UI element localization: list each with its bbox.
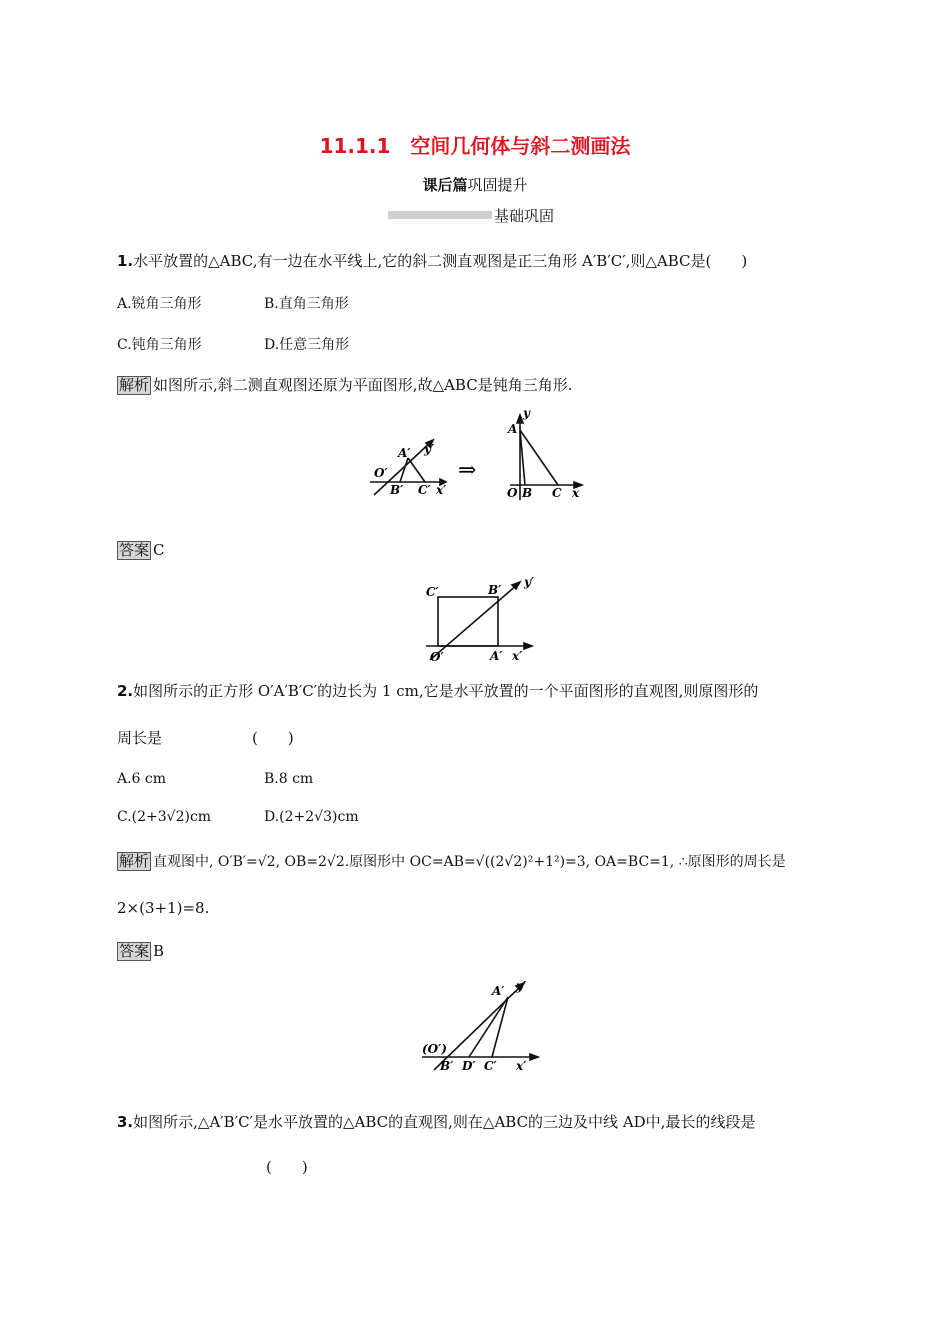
question-3-text2: ( ): [266, 1158, 308, 1176]
fig1-label-B-orig: B: [522, 486, 533, 500]
subtitle-rest: 巩固提升: [467, 176, 528, 194]
fig3-label-B: B′: [440, 1059, 454, 1073]
question-1-text: 水平放置的△ABC,有一边在水平线上,它的斜二测直观图是正三角形 A′B′C′,则△ABC是( ): [133, 252, 748, 270]
fig2-label-y: y′: [524, 575, 535, 589]
section-label: 基础巩固: [494, 207, 555, 225]
fig3-label-O: (O′): [422, 1042, 447, 1056]
fig3-label-y: y′: [516, 979, 527, 993]
fig2-label-A: A′: [490, 649, 503, 663]
figure-1: [360, 405, 600, 505]
analysis-tag: 解析: [119, 376, 150, 394]
subtitle-bold: 课后篇: [422, 176, 468, 194]
fig1-label-y-axis: y: [523, 406, 530, 420]
fig2-label-B: B′: [488, 583, 502, 597]
analysis-tag: 解析: [119, 852, 150, 870]
question-2-number: 2.: [117, 682, 134, 700]
fig3-label-D: D′: [462, 1059, 476, 1073]
answer-tag: 答案: [119, 942, 150, 960]
fig1-label-A-orig: A: [508, 422, 518, 436]
section-bar: [388, 211, 492, 219]
fig3-label-A: A′: [492, 984, 505, 998]
fig1-label-B: B′: [390, 483, 404, 497]
fig2-label-x: x′: [512, 649, 523, 663]
fig1-label-C: C′: [418, 483, 431, 497]
question-1-number: 1.: [117, 252, 134, 270]
figure-3: [418, 975, 548, 1075]
q2-answer: [117, 942, 164, 961]
q2-analysis: [117, 851, 786, 871]
q1-analysis-text: 如图所示,斜二测直观图还原为平面图形,故△ABC是钝角三角形.: [153, 376, 573, 394]
q1-option-b: B.直角三角形: [264, 296, 349, 312]
question-2-text: 如图所示的正方形 O′A′B′C′的边长为 1 cm,它是水平放置的一个平面图形的直观图,则原图形的: [133, 682, 759, 700]
fig1-label-O: O′: [374, 466, 388, 480]
subtitle: [0, 174, 950, 195]
q1-option-d: D.任意三角形: [264, 337, 350, 353]
q1-option-a: A.锐角三角形: [117, 296, 202, 312]
q1-analysis: [117, 374, 572, 395]
fig1-label-x-axis: x: [572, 486, 580, 500]
q2-option-d: D.(2+2√3)cm: [264, 809, 359, 825]
fig2-label-O: O′: [430, 650, 444, 664]
fig1-label-A: A′: [398, 446, 411, 460]
answer-tag: 答案: [119, 541, 150, 559]
q2-analysis-text: 直观图中, O′B′=√2, OB=2√2.原图形中 OC=AB=√((2√2)²+1²)=3, OA=BC=1, ∴原图形的周长是: [153, 854, 786, 870]
figure-2: [418, 572, 548, 664]
q1-answer-value: C: [153, 541, 165, 559]
implies-arrow-icon: ⇒: [458, 458, 477, 483]
q2-option-c: C.(2+3√2)cm: [117, 809, 212, 825]
fig1-label-O-orig: O: [507, 486, 518, 500]
q2-answer-value: B: [153, 942, 165, 960]
question-1: [117, 250, 747, 271]
question-3: [117, 1111, 755, 1132]
fig1-label-x: x′: [436, 483, 447, 497]
fig1-label-C-orig: C: [552, 486, 562, 500]
q2-option-a: A.6 cm: [117, 771, 167, 787]
question-2: [117, 680, 758, 701]
q1-option-c: C.钝角三角形: [117, 337, 202, 353]
question-3-number: 3.: [117, 1113, 134, 1131]
fig3-label-C: C′: [484, 1059, 497, 1073]
q2-analysis-text2: 2×(3+1)=8.: [117, 899, 210, 917]
q1-answer: [117, 541, 165, 560]
question-3-text: 如图所示,△A′B′C′是水平放置的△ABC的直观图,则在△ABC的三边及中线 AD中,最长的线段是: [133, 1113, 756, 1131]
page-title: 11.1.1 空间几何体与斜二测画法: [319, 134, 631, 158]
fig1-label-y: y′: [424, 442, 435, 456]
fig3-label-x: x′: [516, 1059, 527, 1073]
fig2-label-C: C′: [426, 585, 439, 599]
question-2-text2: 周长是 ( ): [117, 729, 294, 747]
q2-option-b: B.8 cm: [264, 771, 314, 787]
